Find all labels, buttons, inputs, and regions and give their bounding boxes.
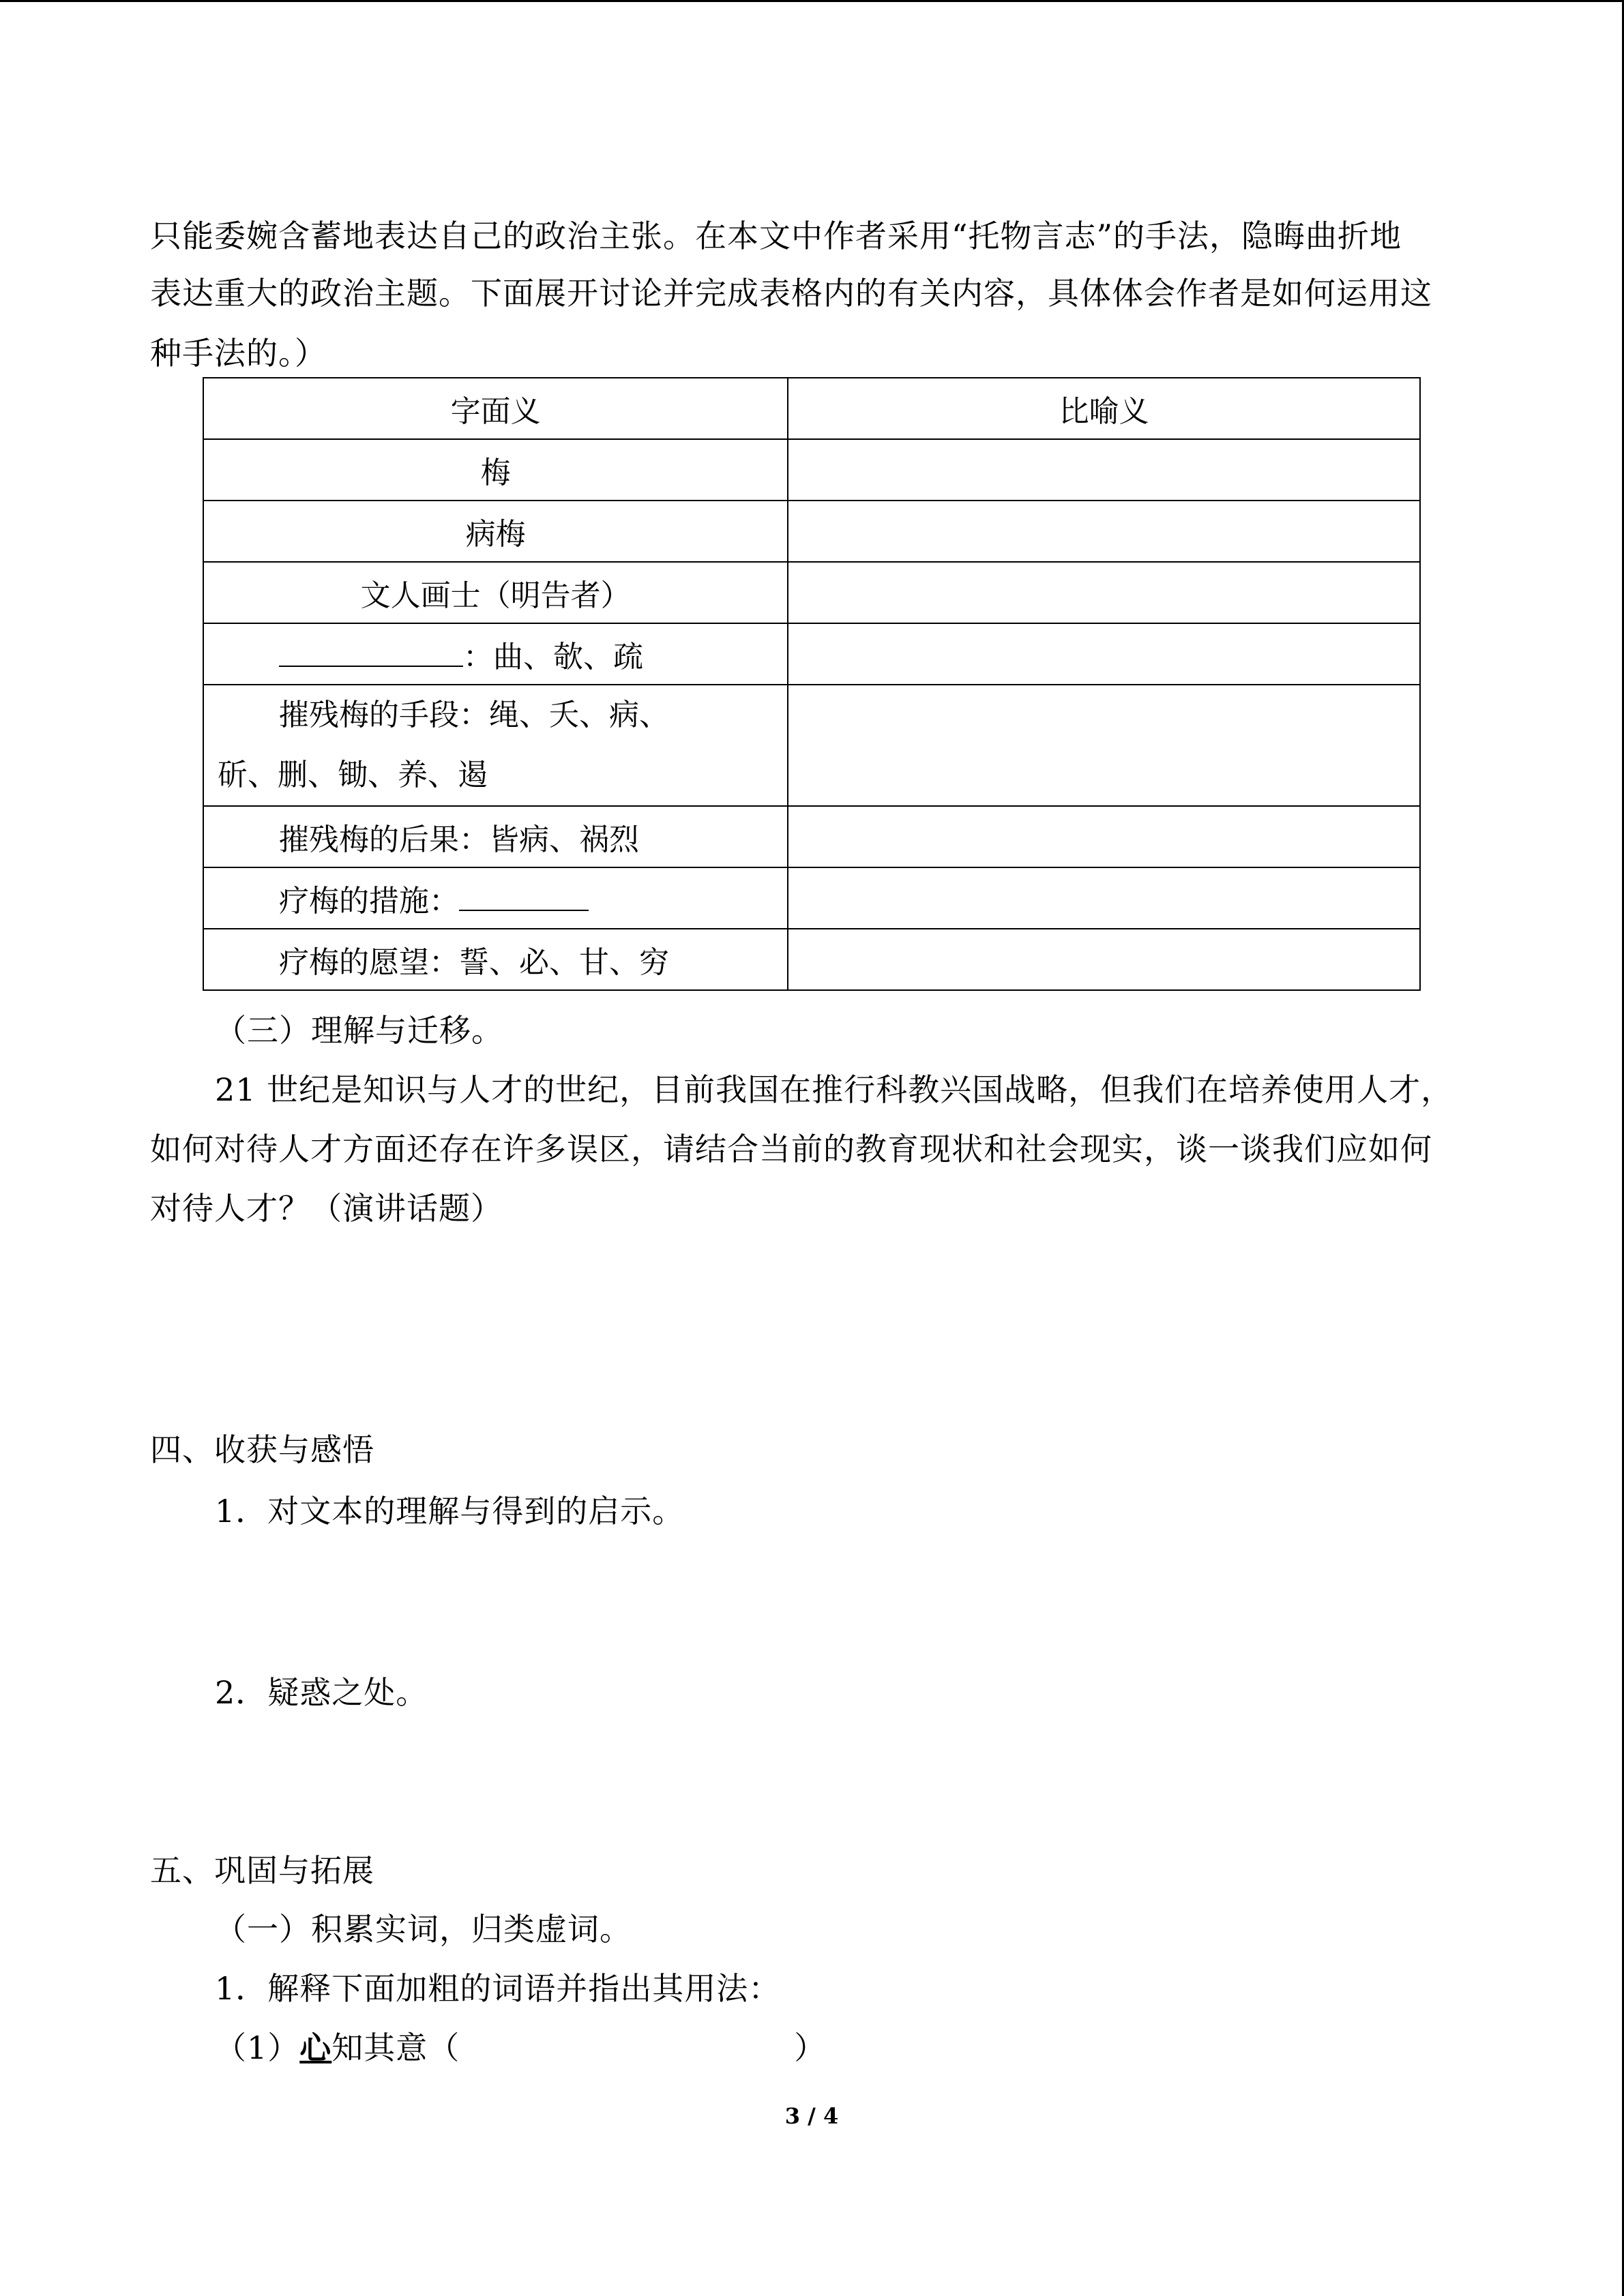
literal-text: 疗梅的措施：	[279, 884, 459, 919]
section4-item-1: 1．对文本的理解与得到的启示。	[215, 1493, 685, 1530]
fill-blank[interactable]	[459, 880, 589, 911]
section5-sub-1: （一）积累实词，归类虚词。	[215, 1911, 632, 1948]
answer-cell[interactable]	[788, 501, 1420, 562]
answer-cell[interactable]	[788, 867, 1420, 929]
page-number: 3 / 4	[784, 2103, 839, 2129]
header-metaphor: 比喻义	[788, 378, 1420, 439]
literal-cell: 文人画士（明告者）	[203, 562, 788, 623]
header-literal: 字面义	[203, 378, 788, 439]
q1-prefix: （1）	[215, 2029, 300, 2066]
answer-cell[interactable]	[788, 806, 1420, 867]
answer-cell[interactable]	[788, 685, 1420, 806]
literal-cell	[203, 867, 788, 929]
section3-line-1: 21 世纪是知识与人才的世纪，目前我国在推行科教兴国战略，但我们在培养使用人才，	[215, 1071, 1453, 1108]
literal-cell: 疗梅的愿望：誓、必、甘、穷	[203, 929, 788, 990]
answer-cell[interactable]	[788, 929, 1420, 990]
section4-item-2: 2．疑惑之处。	[215, 1674, 428, 1711]
table-row	[203, 867, 1420, 929]
intro-line-1: 只能委婉含蓄地表达自己的政治主张。在本文中作者采用“托物言志”的手法，隐晦曲折地	[150, 218, 1402, 254]
table-header-row	[203, 378, 1420, 439]
q1-bold-word: 心	[299, 2029, 332, 2066]
section5-item-1: 1．解释下面加粗的词语并指出其用法：	[215, 1970, 781, 2007]
answer-cell[interactable]	[788, 623, 1420, 685]
section3-line-3: 对待人才？（演讲话题）	[150, 1190, 503, 1227]
page-border-top	[0, 0, 1624, 2]
literal-cell: 摧残梅的后果：皆病、祸烈	[203, 806, 788, 867]
q1-text: 知其意（	[331, 2029, 460, 2066]
literal-cell: 梅	[203, 439, 788, 501]
q1-close: ）	[794, 2029, 827, 2066]
table-row	[203, 623, 1420, 685]
answer-cell[interactable]	[788, 562, 1420, 623]
metaphor-table	[203, 377, 1421, 991]
table-row	[203, 501, 1420, 562]
literal-line-2: 斫、删、锄、养、遏	[218, 758, 488, 792]
section5-heading: 五、巩固与拓展	[150, 1852, 374, 1889]
literal-line-1: 摧残梅的手段：绳、夭、病、	[279, 698, 669, 732]
section4-heading: 四、收获与感悟	[150, 1431, 374, 1468]
intro-line-2: 表达重大的政治主题。下面展开讨论并完成表格内的有关内容，具体体会作者是如何运用这	[150, 275, 1432, 312]
section5-question-1	[215, 2027, 826, 2068]
fill-blank[interactable]	[279, 636, 463, 667]
literal-cell	[203, 623, 788, 685]
intro-line-3: 种手法的。）	[150, 335, 327, 372]
answer-cell[interactable]	[788, 439, 1420, 501]
table-row	[203, 685, 1420, 806]
literal-cell	[203, 685, 788, 806]
table-row	[203, 929, 1420, 990]
literal-text: ：曲、欹、疏	[463, 640, 643, 674]
literal-cell: 病梅	[203, 501, 788, 562]
table-row	[203, 439, 1420, 501]
section3-line-2: 如何对待人才方面还存在许多误区，请结合当前的教育现状和社会现实，谈一谈我们应如何	[150, 1131, 1432, 1167]
table-row	[203, 806, 1420, 867]
section3-heading: （三）理解与迁移。	[215, 1012, 503, 1049]
table-row	[203, 562, 1420, 623]
